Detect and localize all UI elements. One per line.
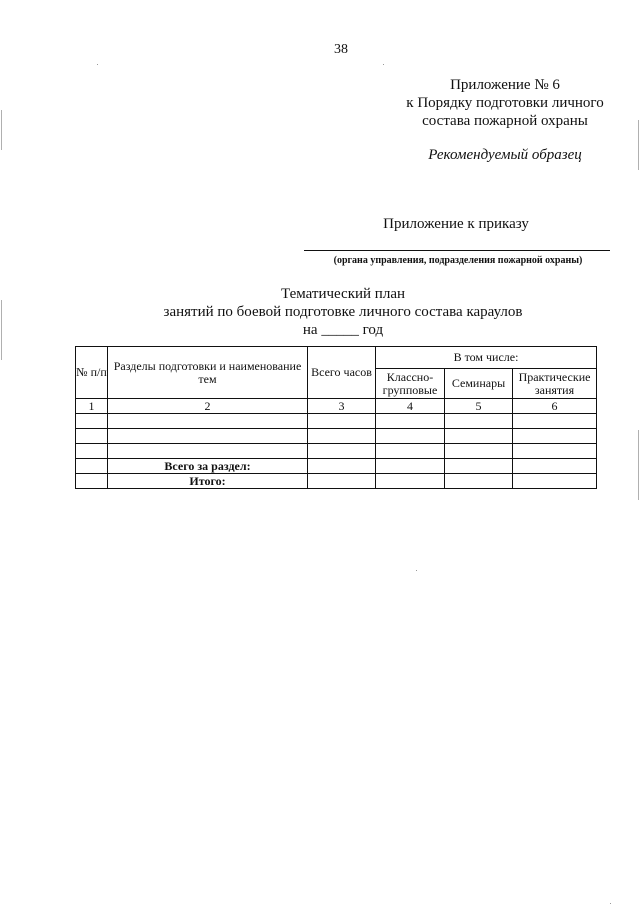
table-cell	[445, 414, 513, 429]
header-total-hours: Всего часов	[308, 347, 376, 399]
header-practical: Практические занятия	[513, 369, 597, 399]
order-appendix-label: Приложение к приказу	[383, 216, 529, 232]
header-including: В том числе:	[376, 347, 597, 369]
scan-edge-mark	[1, 300, 2, 360]
appendix-heading	[380, 76, 630, 130]
header-seminars: Семинары	[445, 369, 513, 399]
table-cell	[76, 474, 108, 489]
table-cell	[445, 429, 513, 444]
column-number: 1	[76, 399, 108, 414]
page-number: 38	[334, 42, 348, 57]
column-number: 3	[308, 399, 376, 414]
section-total-label: Всего за раздел:	[108, 459, 308, 474]
table-cell	[76, 414, 108, 429]
scan-edge-mark	[638, 120, 639, 170]
table-cell	[376, 414, 445, 429]
scan-edge-mark	[638, 430, 639, 500]
table-row	[76, 429, 597, 444]
header-classroom: Классно-групповые	[376, 369, 445, 399]
title-line1: Тематический план	[280, 286, 405, 302]
table-cell	[308, 429, 376, 444]
grand-total-label: Итого:	[108, 474, 308, 489]
title-line2: занятий по боевой подготовке личного состава караулов	[163, 304, 523, 320]
scan-speck	[97, 64, 98, 65]
column-number: 5	[445, 399, 513, 414]
appendix-subtitle-line1: к Порядку подготовки личного	[406, 95, 604, 111]
table-cell	[513, 444, 597, 459]
appendix-subtitle-line2: состава пожарной охраны	[422, 113, 588, 129]
table-cell	[445, 444, 513, 459]
column-number: 2	[108, 399, 308, 414]
table-cell	[513, 474, 597, 489]
table-cell	[445, 474, 513, 489]
table-row	[76, 414, 597, 429]
table-cell	[308, 459, 376, 474]
header-sections: Разделы подготовки и наименование тем	[108, 347, 308, 399]
table-cell	[108, 444, 308, 459]
table-row	[76, 444, 597, 459]
table-cell	[76, 459, 108, 474]
column-number: 6	[513, 399, 597, 414]
scan-speck	[610, 903, 611, 904]
table-cell	[76, 444, 108, 459]
header-number: № п/п	[76, 347, 108, 399]
scan-speck	[416, 570, 417, 571]
scan-speck	[383, 64, 384, 65]
appendix-title: Приложение № 6	[450, 77, 560, 93]
organization-signature-line	[304, 250, 610, 251]
table-cell	[513, 429, 597, 444]
thematic-plan-table	[75, 346, 597, 489]
table-cell	[445, 459, 513, 474]
table-cell	[376, 444, 445, 459]
recommended-sample-label: Рекомендуемый образец	[428, 147, 582, 163]
document-title	[120, 285, 566, 339]
table-cell	[376, 459, 445, 474]
table-cell	[76, 429, 108, 444]
scan-edge-mark	[1, 110, 2, 150]
grand-total-row	[76, 474, 597, 489]
table-cell	[376, 429, 445, 444]
table-cell	[308, 414, 376, 429]
table-cell	[513, 414, 597, 429]
column-number: 4	[376, 399, 445, 414]
table-cell	[308, 474, 376, 489]
table-cell	[108, 429, 308, 444]
organization-caption: (органа управления, подразделения пожарной охраны)	[333, 255, 583, 266]
column-number-row	[76, 399, 597, 414]
table-cell	[308, 444, 376, 459]
table-cell	[376, 474, 445, 489]
table-cell	[513, 459, 597, 474]
title-line3: на _____ год	[302, 322, 384, 338]
table-cell	[108, 414, 308, 429]
section-total-row	[76, 459, 597, 474]
